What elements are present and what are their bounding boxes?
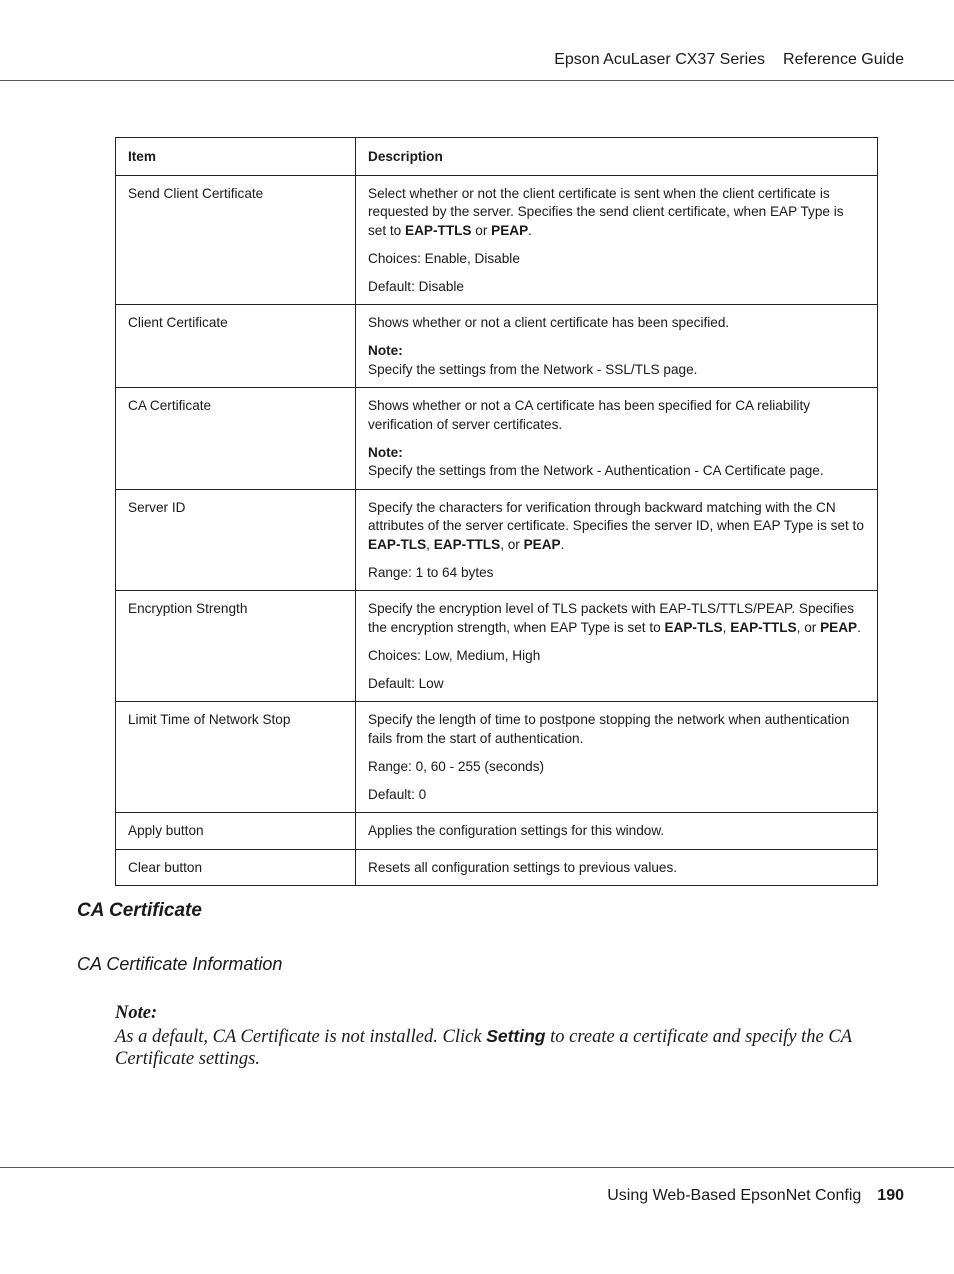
header-guide: Reference Guide	[783, 51, 904, 68]
table-row	[116, 849, 878, 886]
default-text: Default: Disable	[368, 278, 464, 294]
default-text: Default: 0	[368, 786, 427, 802]
description-paragraph: Specify the encryption level of TLS packets with EAP-TLS/TTLS/PEAP. Specifies the encryption strength, when EAP Type is set to EAP-TLS, EAP-TTLS, or PEAP.	[368, 601, 861, 635]
table-row	[116, 305, 878, 388]
table-row	[116, 388, 878, 490]
description-paragraph: Specify the characters for verification through backward matching with the CN attributes of the server certificate. Specifies the server ID, when EAP Type is set to EAP-TLS, EAP-TTLS, or PEAP.	[368, 499, 864, 552]
description-paragraph: Shows whether or not a client certificate has been specified.	[368, 315, 730, 330]
table-row	[116, 489, 878, 591]
description-cell	[356, 849, 878, 886]
cell-note-text: Specify the settings from the Network - SSL/TLS page.	[368, 361, 698, 377]
table-row	[116, 813, 878, 850]
item-cell: CA Certificate	[116, 388, 356, 490]
range-text: Range: 0, 60 - 255 (seconds)	[368, 758, 545, 774]
running-footer	[607, 1187, 904, 1205]
column-header-item: Item	[116, 138, 356, 176]
description-cell	[356, 702, 878, 813]
cell-note-text: Specify the settings from the Network - Authentication - CA Certificate page.	[368, 463, 824, 478]
note-block	[115, 1002, 875, 1071]
note-title: Note:	[115, 1003, 158, 1023]
description-paragraph: Resets all configuration settings to previous values.	[368, 859, 678, 875]
cell-note-title: Note:	[368, 444, 403, 460]
description-paragraph: Applies the configuration settings for this window.	[368, 823, 665, 838]
description-cell	[356, 591, 878, 702]
description-paragraph: Shows whether or not a CA certificate has been specified for CA reliability verification of server certificates.	[368, 398, 811, 432]
table-row	[116, 702, 878, 813]
footer-section-name: Using Web-Based EpsonNet Config	[607, 1187, 862, 1204]
header-rule	[0, 80, 954, 81]
cell-note	[368, 342, 865, 379]
description-cell	[356, 175, 878, 305]
cell-note	[368, 444, 865, 481]
column-header-description: Description	[356, 138, 878, 176]
item-cell: Client Certificate	[116, 305, 356, 388]
footer-rule	[0, 1167, 954, 1168]
table-row	[116, 175, 878, 305]
table-header-row	[116, 138, 878, 176]
description-cell	[356, 813, 878, 850]
header-product: Epson AcuLaser CX37 Series	[554, 51, 766, 68]
item-cell: Clear button	[116, 849, 356, 886]
note-text: As a default, CA Certificate is not installed. Click Setting to create a certificate and specify the CA Certificate settings.	[115, 1025, 852, 1069]
page-number: 190	[877, 1187, 904, 1204]
description-cell	[356, 305, 878, 388]
default-text: Default: Low	[368, 675, 444, 691]
item-cell: Server ID	[116, 489, 356, 591]
item-cell: Apply button	[116, 813, 356, 850]
settings-table	[115, 137, 878, 886]
cell-note-title: Note:	[368, 343, 403, 358]
choices-text: Choices: Enable, Disable	[368, 250, 520, 266]
description-paragraph: Specify the length of time to postpone stopping the network when authentication fails from the start of authentication.	[368, 712, 850, 746]
item-cell: Limit Time of Network Stop	[116, 702, 356, 813]
table-row	[116, 591, 878, 702]
subsection-heading: CA Certificate Information	[77, 954, 283, 974]
item-cell: Encryption Strength	[116, 591, 356, 702]
choices-text: Choices: Low, Medium, High	[368, 647, 541, 663]
setting-keyword: Setting	[486, 1025, 546, 1046]
range-text: Range: 1 to 64 bytes	[368, 564, 494, 580]
section-heading: CA Certificate	[77, 900, 202, 921]
description-paragraph: Select whether or not the client certificate is sent when the client certificate is requested by the server. Specifies the send client certificate, when EAP Type is set to EAP-TTLS or PEAP.	[368, 185, 844, 238]
item-cell: Send Client Certificate	[116, 175, 356, 305]
description-cell	[356, 489, 878, 591]
running-header	[554, 51, 904, 69]
description-cell	[356, 388, 878, 490]
